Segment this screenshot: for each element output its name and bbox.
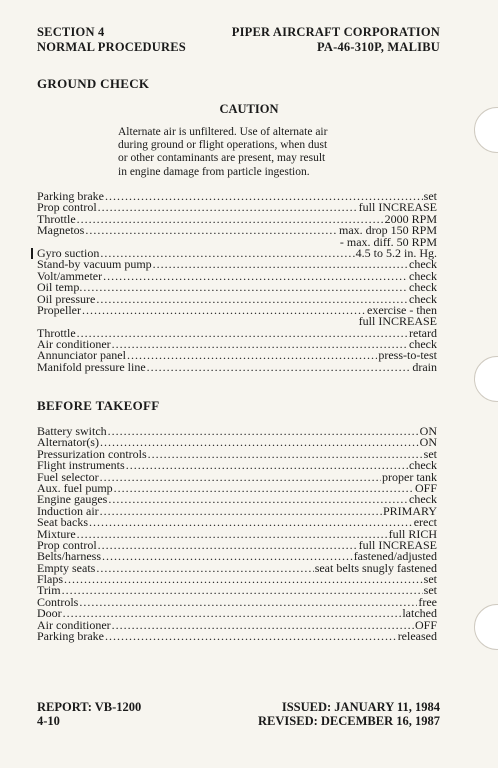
leader-dots <box>148 449 423 460</box>
page-number: 4-10 <box>37 714 60 728</box>
item-value: full RICH <box>388 526 437 541</box>
leader-dots <box>153 259 408 270</box>
item-label: Magnetos <box>37 223 85 238</box>
leader-dots <box>114 483 414 494</box>
item-label: Controls <box>37 594 79 609</box>
ground-check-list <box>37 191 437 373</box>
item-label: Volt/ammeter <box>37 268 103 283</box>
footer-left <box>37 700 141 728</box>
checklist-row <box>37 245 437 260</box>
footer-right <box>258 700 440 728</box>
issued-date: ISSUED: JANUARY 11, 1984 <box>281 700 440 714</box>
item-label: Air conditioner <box>37 337 111 352</box>
binder-hole <box>474 356 498 402</box>
item-label: Parking brake <box>37 629 104 644</box>
leader-dots <box>98 540 358 551</box>
item-label: Trim <box>37 583 61 598</box>
leader-dots <box>96 294 408 305</box>
leader-dots <box>96 563 313 574</box>
company-name: PIPER AIRCRAFT CORPORATION <box>231 25 440 39</box>
item-value: - max. diff. 50 RPM <box>339 234 437 249</box>
item-value: OFF <box>414 480 437 495</box>
checklist-row <box>37 268 437 283</box>
checklist-row-continuation <box>37 316 437 327</box>
leader-dots <box>77 529 388 540</box>
item-value: check <box>409 492 437 507</box>
item-label: Flight instruments <box>37 458 125 473</box>
leader-dots <box>82 305 366 316</box>
item-label: Oil temp. <box>37 280 83 295</box>
leader-dots <box>89 517 413 528</box>
item-label: Oil pressure <box>37 291 96 306</box>
item-value: check <box>409 291 437 306</box>
item-label: Flaps <box>37 572 64 587</box>
item-label: Air conditioner <box>37 617 111 632</box>
item-value: max. drop 150 RPM <box>338 223 437 238</box>
item-label: Door <box>37 606 62 621</box>
item-label: Belts/harness <box>37 549 101 564</box>
leader-dots <box>83 282 408 293</box>
checklist-row <box>37 631 437 642</box>
item-value: press-to-test <box>378 348 437 363</box>
item-value: proper tank <box>382 469 437 484</box>
checklist-row <box>37 282 437 293</box>
leader-dots <box>147 362 412 373</box>
leader-dots <box>63 608 402 619</box>
caution-title: CAUTION <box>219 102 279 116</box>
item-label: Prop control <box>37 200 97 215</box>
item-value: check <box>409 268 437 283</box>
leader-dots <box>64 574 423 585</box>
item-label: Throttle <box>37 325 76 340</box>
checklist-row <box>37 359 437 374</box>
leader-dots <box>100 248 354 259</box>
caution-line: Alternate air is unfiltered. Use of alternate air <box>118 126 328 138</box>
item-value: ON <box>419 435 437 450</box>
section-number: SECTION 4 <box>37 25 105 39</box>
checklist-row <box>37 585 437 596</box>
item-label: Seat backs <box>37 515 88 530</box>
item-value: PRIMARY <box>382 503 437 518</box>
report-number: REPORT: VB-1200 <box>37 700 142 714</box>
item-value: check <box>409 458 437 473</box>
ground-check-title: GROUND CHECK <box>37 76 150 91</box>
item-value: set <box>423 583 437 598</box>
leader-dots <box>77 214 384 225</box>
leader-dots <box>79 597 417 608</box>
item-value: 2000 RPM <box>384 211 437 226</box>
item-label: Alternator(s) <box>37 435 99 450</box>
item-label: Gyro suction <box>37 245 100 260</box>
item-value: free <box>418 594 437 609</box>
item-label: Throttle <box>37 211 76 226</box>
item-value: fastened/adjusted <box>353 549 437 564</box>
header-left <box>37 25 186 55</box>
item-label: Fuel selector <box>37 469 99 484</box>
item-label: Pressurization controls <box>37 446 147 461</box>
header-right <box>232 25 440 55</box>
item-label: Parking brake <box>37 189 104 203</box>
item-label: Stand-by vacuum pump <box>37 257 152 272</box>
checklist-row <box>37 517 437 528</box>
revised-date: REVISED: DECEMBER 16, 1987 <box>258 714 440 728</box>
caution-text <box>118 126 388 179</box>
checklist-row <box>37 202 437 213</box>
leader-dots <box>100 437 419 448</box>
item-label: Induction air <box>37 503 99 518</box>
leader-dots <box>85 225 338 236</box>
item-value: ON <box>419 424 437 438</box>
item-value: check <box>409 337 437 352</box>
item-value: latched <box>402 606 437 621</box>
leader-dots <box>112 620 414 631</box>
leader-dots <box>112 339 408 350</box>
item-value: full INCREASE <box>358 314 437 329</box>
before-takeoff-list <box>37 426 437 642</box>
leader-dots <box>62 585 423 596</box>
leader-dots <box>105 631 397 642</box>
item-label: Empty seats <box>37 560 96 575</box>
item-value: drain <box>412 359 437 374</box>
chapter-title: NORMAL PROCEDURES <box>37 40 186 54</box>
item-value: set <box>423 189 437 203</box>
item-value: released <box>397 629 437 644</box>
item-label: Mixture <box>37 526 76 541</box>
leader-dots <box>77 328 408 339</box>
leader-dots <box>100 506 382 517</box>
item-value: erect <box>413 515 437 530</box>
item-value: seat belts snugly fastened <box>314 560 437 575</box>
binder-hole <box>474 604 498 650</box>
before-takeoff-title: BEFORE TAKEOFF <box>37 398 160 413</box>
caution-line: or other contaminants are present, may result <box>118 152 326 165</box>
checklist-row <box>37 594 437 609</box>
aircraft-model: PA-46-310P, MALIBU <box>316 40 440 54</box>
item-value: check <box>409 280 437 295</box>
checklist-row <box>37 503 437 518</box>
revision-bar <box>31 248 33 259</box>
item-label: Propeller <box>37 302 81 317</box>
item-value: retard <box>409 325 437 340</box>
leader-dots <box>108 494 408 505</box>
item-value: OFF <box>414 617 437 632</box>
item-value: full INCREASE <box>358 537 437 552</box>
checklist-row <box>37 560 437 575</box>
item-label: Annunciator panel <box>37 348 126 363</box>
item-value: set <box>423 572 437 587</box>
leader-dots <box>127 350 377 361</box>
item-label: Manifold pressure line <box>37 359 146 374</box>
leader-dots <box>103 271 408 282</box>
caution-line: in engine damage from particle ingestion. <box>118 165 310 178</box>
item-label: Prop control <box>37 537 97 552</box>
item-value: set <box>423 446 437 461</box>
item-value: full INCREASE <box>358 200 437 215</box>
item-label: Engine gauges <box>37 492 108 507</box>
checklist-row <box>37 574 437 585</box>
item-label: Battery switch <box>37 424 107 438</box>
leader-dots <box>98 202 358 213</box>
leader-dots <box>100 472 381 483</box>
leader-dots <box>126 460 408 471</box>
item-label: Aux. fuel pump <box>37 480 113 495</box>
leader-dots <box>108 426 419 437</box>
item-value: check <box>409 257 437 272</box>
item-value: exercise - then <box>367 302 437 317</box>
caution-line: during ground or flight operations, when dust <box>118 139 328 152</box>
item-value: 4.5 to 5.2 in. Hg. <box>355 245 437 260</box>
